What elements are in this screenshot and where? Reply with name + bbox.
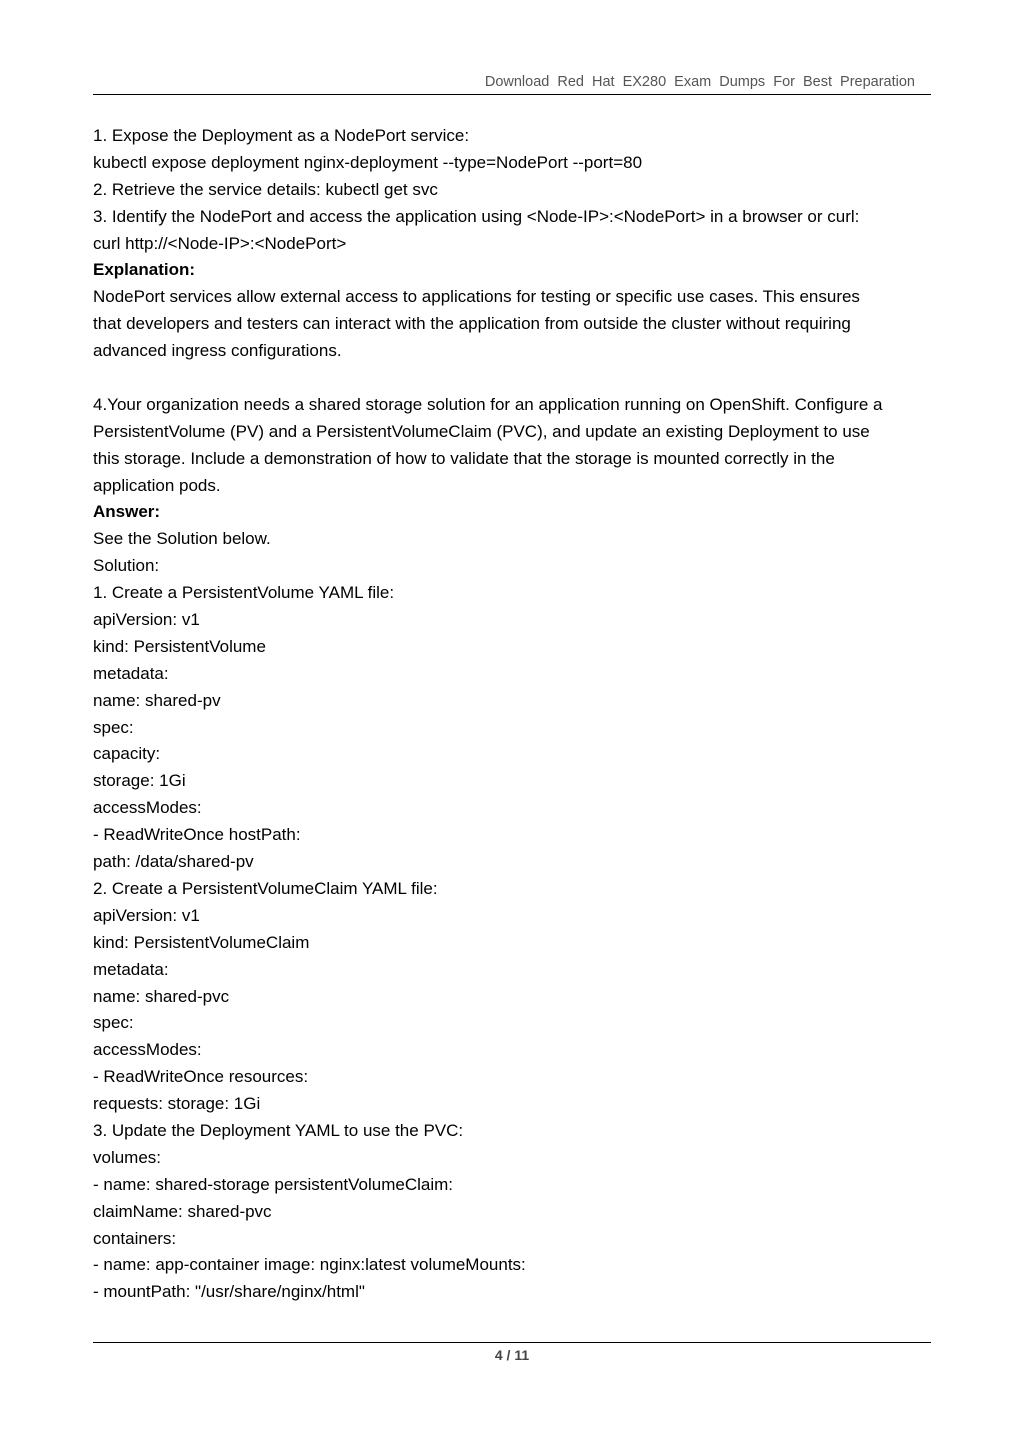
text-line: application pods. bbox=[93, 475, 221, 495]
text-line: - name: app-container image: nginx:latest volumeMounts: bbox=[93, 1255, 526, 1275]
text-line: 2. Create a PersistentVolumeClaim YAML file: bbox=[93, 878, 438, 898]
text-line: accessModes: bbox=[93, 1040, 202, 1060]
text-line: spec: bbox=[93, 717, 134, 737]
document-body bbox=[93, 123, 933, 1306]
section-heading: Explanation: bbox=[93, 260, 196, 280]
text-line: kind: PersistentVolume bbox=[93, 636, 266, 656]
text-line: - mountPath: "/usr/share/nginx/html" bbox=[93, 1282, 365, 1302]
text-line: volumes: bbox=[93, 1147, 162, 1167]
text-line: PersistentVolume (PV) and a PersistentVolumeClaim (PVC), and update an existing Deployment to use bbox=[93, 421, 870, 441]
text-line: accessModes: bbox=[93, 798, 202, 818]
section-heading: Answer: bbox=[93, 502, 161, 522]
text-line: - ReadWriteOnce resources: bbox=[93, 1067, 309, 1087]
text-line: metadata: bbox=[93, 663, 169, 683]
text-line: kubectl expose deployment nginx-deployment --type=NodePort --port=80 bbox=[93, 152, 643, 172]
text-line: that developers and testers can interact with the application from outside the cluster without requiring bbox=[93, 314, 851, 334]
text-line: 3. Update the Deployment YAML to use the PVC: bbox=[93, 1120, 464, 1140]
text-line: containers: bbox=[93, 1228, 177, 1248]
text-line: name: shared-pv bbox=[93, 690, 221, 710]
text-line: 4.Your organization needs a shared storage solution for an application running on OpenShift. Configure a bbox=[93, 394, 883, 414]
text-line: name: shared-pvc bbox=[93, 986, 230, 1006]
blank-line bbox=[93, 365, 933, 392]
text-line: kind: PersistentVolumeClaim bbox=[93, 932, 310, 952]
text-line: Solution: bbox=[93, 556, 160, 576]
text-line: this storage. Include a demonstration of how to validate that the storage is mounted correctly in the bbox=[93, 448, 835, 468]
text-line: spec: bbox=[93, 1013, 134, 1033]
text-line: 3. Identify the NodePort and access the application using <Node-IP>:<NodePort> in a browser or curl: bbox=[93, 206, 860, 226]
page-header bbox=[93, 72, 931, 95]
text-line: 1. Create a PersistentVolume YAML file: bbox=[93, 583, 395, 603]
text-line: claimName: shared-pvc bbox=[93, 1201, 272, 1221]
page-number: 4 / 11 bbox=[494, 1347, 530, 1363]
text-line: NodePort services allow external access to applications for testing or specific use cases. This ensures bbox=[93, 287, 860, 307]
text-line: curl http://<Node-IP>:<NodePort> bbox=[93, 233, 347, 253]
text-line: apiVersion: v1 bbox=[93, 905, 200, 925]
text-line: - ReadWriteOnce hostPath: bbox=[93, 825, 301, 845]
text-line: requests: storage: 1Gi bbox=[93, 1094, 261, 1114]
text-line: - name: shared-storage persistentVolumeClaim: bbox=[93, 1174, 453, 1194]
text-line: See the Solution below. bbox=[93, 529, 271, 549]
text-line: storage: 1Gi bbox=[93, 771, 186, 791]
text-line: path: /data/shared-pv bbox=[93, 852, 254, 872]
text-line: advanced ingress configurations. bbox=[93, 341, 342, 361]
text-line: apiVersion: v1 bbox=[93, 610, 200, 630]
text-line: 1. Expose the Deployment as a NodePort service: bbox=[93, 126, 470, 145]
text-line: metadata: bbox=[93, 959, 169, 979]
text-line: capacity: bbox=[93, 744, 161, 764]
page-footer bbox=[93, 1342, 931, 1363]
text-line: 2. Retrieve the service details: kubectl get svc bbox=[93, 179, 438, 199]
header-title: Download Red Hat EX280 Exam Dumps For Best Preparation bbox=[484, 74, 915, 90]
